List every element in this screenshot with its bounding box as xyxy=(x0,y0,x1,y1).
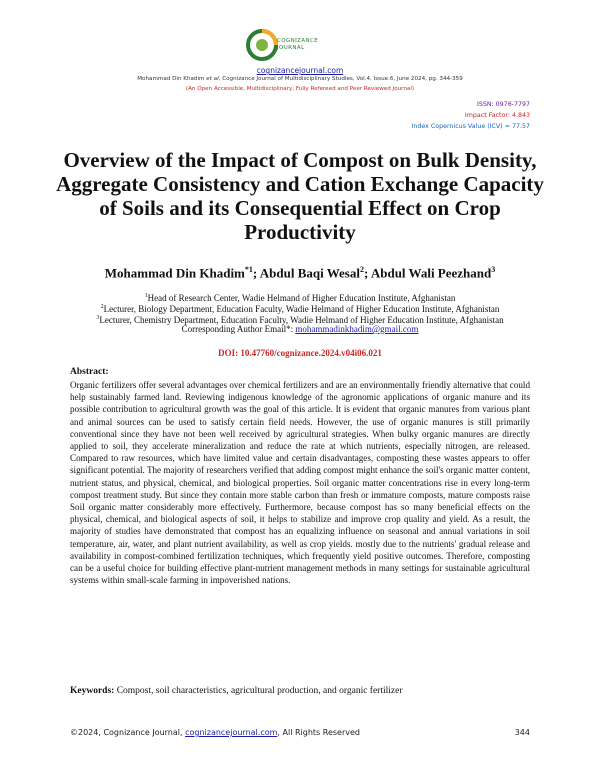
icv-value: Index Copernicus Value (ICV) = 77.57 xyxy=(411,123,530,130)
issn: ISSN: 0976-7797 xyxy=(476,101,530,108)
abstract-text: Organic fertilizers offer several advantages over chemical fertilizers and are an environmentally friendly alternative that could help sustainably farmed land. Reviewing indigenous knowledge of the agronomic applications of organic manure and its possible contribution to agricultural growth was the goal of this article. It is evident that organic manures from various plant and animal sources can be used to satisfy certain field needs. However, the use of organic manures is still primarily conventional since they have not been well received by agricultural strategies. When bulky organic manures are directly applied to soil, they accelerate mineralization and reduce the rate at which nutrients, especially nitrogen, are released. Compared to raw resources, which have limited value and certain disadvantages, composting these wastes appears to offer significant potential. The majority of researchers verified that adding compost might enhance the soil's organic matter content, nutrient status, and physical, chemical, and biological properties. Soil organic matter concentrations rise in every long-term compost treatment study. But since they contain more stable carbon than fresh or immature composts, mature composts raise Soil organic matter considerably more effectively. Furthermore, because compost has so many beneficial effects on the physical, chemical, and biological aspects of soil, it helps to stabilize and improve crop quality and yield. As a result, the majority of studies have demonstrated that compost has an equalizing influence on seasonal and annual variations in soil temperature, air, water, and plant nutrient availability, as well as crop yields. mostly due to the nutrients' gradual release and availability in compost-combined fertilization techniques, which frequently yield positive outcomes. Therefore, composting can be a useful choice for building effective plant-nutrient management methods in many settings for sustainable agricultural systems within small-scale farming in impoverished nations. xyxy=(70,380,530,586)
access-statement: (An Open Accessible, Multidisciplinary, Fully Refereed and Peer Reviewed Journal) xyxy=(185,86,415,92)
affiliation-3: $^3$Lecturer, Chemistry Department, Education Faculty, Wadie Helmand of Higher Education Institute, Afghanistan xyxy=(96,315,504,325)
corresponding-email-link[interactable]: mohammadinkhadim@gmail.com xyxy=(295,324,419,334)
corresponding-author: Corresponding Author Email*: mohammadinkhadim@gmail.com xyxy=(181,324,419,334)
article-title: Overview of the Impact of Compost on Bulk Density, Aggregate Consistency and Cation Exchange Capacity of Soils and its Consequential Effect on Crop Productivity xyxy=(56,148,544,244)
abstract-heading: Abstract: xyxy=(70,367,109,377)
cognizance-logo-icon xyxy=(245,28,279,62)
affiliation-1: $^1$Head of Research Center, Wadie Helmand of Higher Education Institute, Afghanistan xyxy=(144,293,456,303)
citation-line: Mohammad Din Khadim et al, Cognizance Journal of Multidisciplinary Studies, Vol.4, Issue.6, June 2024, pg. 344-359 xyxy=(137,76,463,82)
keywords: Keywords: Compost, soil characteristics, agricultural production, and organic fertilizer xyxy=(70,686,403,696)
impact-factor: Impact Factor: 4.843 xyxy=(464,112,530,119)
site-link[interactable]: cognizancejournal.com xyxy=(256,66,344,75)
doi: DOI: 10.47760/cognizance.2024.v04i06.021 xyxy=(218,348,382,358)
logo-wordmark: COGNIZANCE JOURNAL xyxy=(277,38,319,51)
footer-copyright: ©2024, Cognizance Journal, cognizancejournal.com, All Rights Reserved xyxy=(70,728,360,737)
footer-link[interactable]: cognizancejournal.com xyxy=(185,728,278,737)
journal-logo xyxy=(0,28,600,62)
affiliation-2: $^2$Lecturer, Biology Department, Education Faculty, Wadie Helmand of Higher Education Institute, Afghanistan xyxy=(100,304,500,314)
author-list: Mohammad Din Khadim$^{*1}$; Abdul Baqi Wesal$^2$; Abdul Wali Peezhand$^3$ xyxy=(104,265,496,281)
page-number: 344 xyxy=(514,728,530,737)
